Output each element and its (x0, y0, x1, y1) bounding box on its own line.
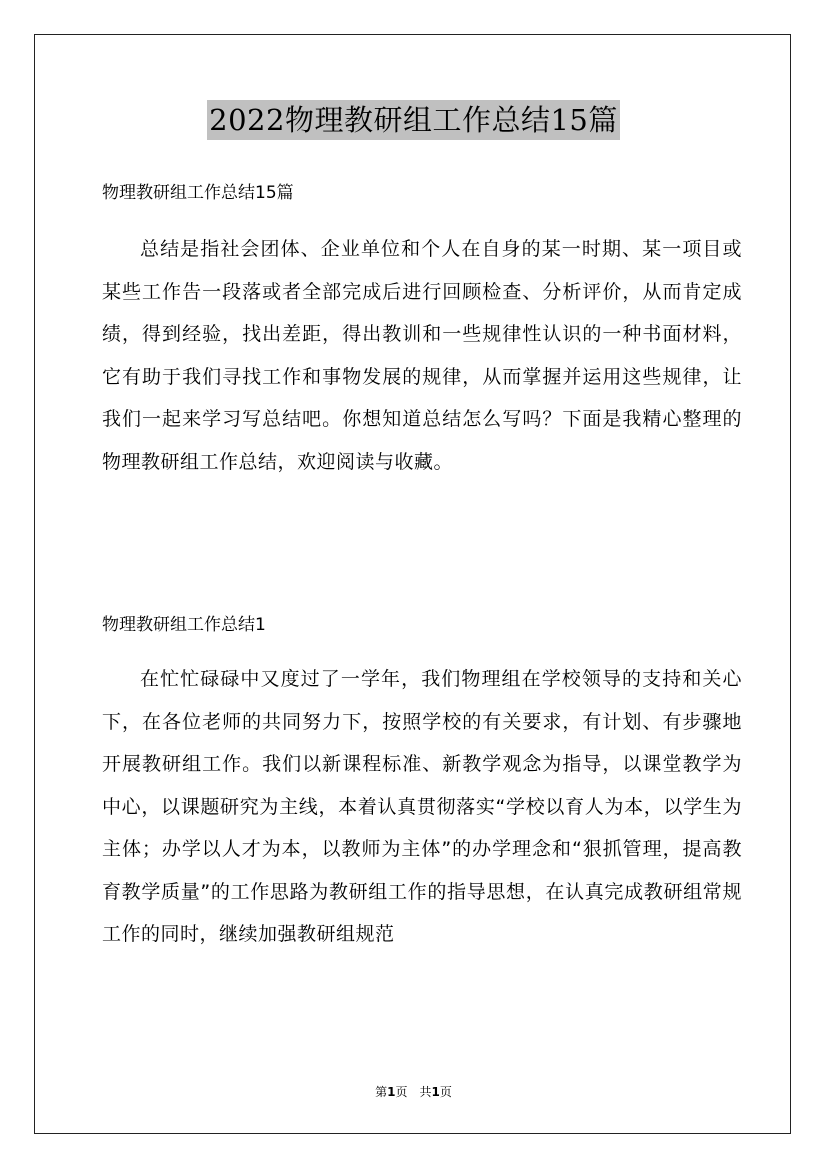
document-subtitle: 物理教研组工作总结15篇 (102, 183, 294, 203)
section-heading: 物理教研组工作总结1 (102, 615, 266, 635)
document-title: 2022物理教研组工作总结15篇 (207, 100, 620, 140)
page-footer (0, 1083, 827, 1100)
section-paragraph: 在忙忙碌碌中又度过了一学年，我们物理组在学校领导的支持和关心下，在各位老师的共同努力下，按照学校的有关要求，有计划、有步骤地开展教研组工作。我们以新课程标准、新教学观念为指导，以课堂教学为中心，以课题研究为主线，本着认真贯彻落实“学校以育人为本，以学生为主体；办学以人才为本，以教师为主体”的办学理念和“狠抓管理，提高教育教学质量”的工作思路为教研组工作的指导思想，在认真完成教研组常规工作的同时，继续加强教研组规范 (102, 668, 742, 945)
footer-total-pages: 1 (431, 1085, 440, 1099)
intro-paragraph: 总结是指社会团体、企业单位和个人在自身的某一时期、某一项目或某些工作告一段落或者全部完成后进行回顾检查、分析评价，从而肯定成绩，得到经验，找出差距，得出教训和一些规律性认识的一种书面材料，它有助于我们寻找工作和事物发展的规律，从而掌握并运用这些规律，让我们一起来学习写总结吧。你想知道总结怎么写吗？下面是我精心整理的物理教研组工作总结，欢迎阅读与收藏。 (102, 238, 742, 473)
footer-mid: 页 共 (395, 1085, 432, 1099)
footer-current-page: 1 (387, 1085, 396, 1099)
footer-prefix: 第 (375, 1085, 388, 1099)
title-container (0, 100, 827, 140)
footer-suffix: 页 (439, 1085, 452, 1099)
